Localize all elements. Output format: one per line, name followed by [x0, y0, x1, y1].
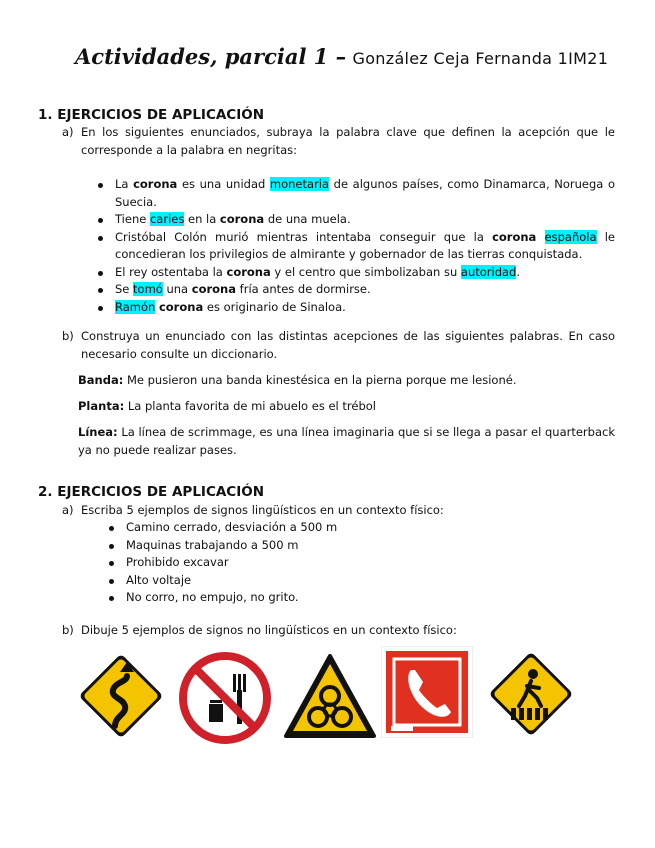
- list-item: No corro, no empujo, no grito.: [126, 589, 606, 607]
- non-linguistic-signs: [75, 646, 625, 746]
- highlighted-keyword: monetaria: [269, 177, 330, 191]
- bullet-item: [115, 176, 615, 211]
- bullet-text: es originario de Sinaloa.: [203, 299, 346, 314]
- bullet-item: [115, 281, 615, 299]
- title-student-name: González Ceja Fernanda 1IM21: [352, 49, 609, 68]
- bold-word: corona: [158, 299, 204, 314]
- list-item: Alto voltaje: [126, 572, 606, 590]
- bold-word: corona: [133, 177, 178, 191]
- section-1-heading: 1. EJERCICIOS DE APLICACIÓN: [38, 107, 264, 123]
- list-item: Prohibido excavar: [126, 554, 606, 572]
- list-item: Camino cerrado, desviación a 500 m: [126, 519, 606, 537]
- bullet-text: Tiene: [115, 212, 150, 226]
- definition-key: Línea:: [78, 425, 118, 439]
- title-activities: Actividades, parcial 1 –: [75, 44, 347, 69]
- definition-banda: [78, 372, 615, 390]
- bullet-item: [115, 229, 615, 264]
- definition-text: La línea de scrimmage, es una línea imaginaria que si se llega a pasar el quarterback ya no puede realizar pases.: [78, 425, 615, 457]
- bullet-item: [115, 264, 615, 282]
- section-2-b-text: Dibuje 5 ejemplos de signos no lingüísticos en un contexto físico:: [81, 623, 457, 637]
- section-1-b-text: Construya un enunciado con las distintas acepciones de las siguientes palabras. En caso necesario consulte un diccionario.: [81, 329, 615, 361]
- definition-text: Me pusieron una banda kinestésica en la pierna porque me lesioné.: [123, 373, 517, 387]
- highlighted-keyword: autoridad: [460, 264, 517, 279]
- bullet-text: en la: [184, 212, 220, 226]
- section-2-b-label: b): [62, 623, 74, 637]
- bullet-text: .: [516, 264, 521, 279]
- definition-linea: [78, 424, 615, 459]
- bullet-text: fría antes de dormirse.: [236, 282, 371, 296]
- bullet-text: una: [162, 282, 192, 296]
- bullet-item: [115, 211, 615, 229]
- winding-road-sign-icon: [75, 650, 167, 742]
- pedestrian-crossing-sign-icon: [485, 648, 577, 740]
- bold-word: corona: [492, 229, 537, 244]
- section-1-a-text: En los siguientes enunciados, subraya la palabra clave que definen la acepción que le corresponde a la palabra en negritas:: [81, 125, 615, 157]
- bullet-text: es una unidad: [177, 177, 270, 191]
- bold-word: corona: [219, 212, 265, 226]
- bullet-text: El rey ostentaba la: [115, 264, 227, 279]
- definition-key: Planta:: [78, 399, 125, 413]
- bold-word: corona: [226, 264, 271, 279]
- section-2-a-label: a): [62, 503, 74, 517]
- definition-key: Banda:: [78, 373, 124, 387]
- highlighted-keyword: tomó: [133, 282, 163, 296]
- biohazard-sign-icon: [282, 652, 378, 742]
- page-title: [75, 44, 615, 69]
- bold-word: corona: [191, 282, 237, 296]
- section-1-a-label: a): [62, 125, 74, 139]
- bullet-text: de algunos países, como Dinamarca, Noruega o Suecia.: [115, 177, 615, 209]
- bullet-text: La: [115, 177, 134, 191]
- section-2-a-text: Escriba 5 ejemplos de signos lingüísticos en un contexto físico:: [81, 503, 444, 517]
- bullet-list-corona: [115, 176, 615, 316]
- definition-text: La planta favorita de mi abuelo es el trébol: [124, 399, 376, 413]
- no-food-drink-sign-icon: [179, 652, 271, 744]
- bullet-text: le concedieran los privilegios de almirante y gobernador de las tierras conquistada.: [115, 229, 615, 261]
- bullet-text: [536, 230, 544, 244]
- bullet-text: Se: [115, 282, 134, 296]
- bullet-text: de una muela.: [264, 212, 351, 226]
- bullet-text: Cristóbal Colón murió mientras intentaba conseguir que la: [115, 229, 493, 244]
- highlighted-keyword: española: [544, 229, 597, 244]
- bullet-text: y el centro que simbolizaban su: [270, 264, 461, 279]
- highlighted-keyword: caries: [149, 212, 185, 226]
- bullet-item: [115, 299, 615, 317]
- list-item: Maquinas trabajando a 500 m: [126, 537, 606, 555]
- definition-planta: [78, 398, 615, 416]
- section-1-b-label: b): [62, 329, 74, 343]
- highlighted-keyword: Ramón: [115, 299, 156, 314]
- emergency-phone-sign-icon: [381, 646, 473, 738]
- section-2-heading: 2. EJERCICIOS DE APLICACIÓN: [38, 484, 264, 500]
- linguistic-signs-list: [126, 519, 606, 607]
